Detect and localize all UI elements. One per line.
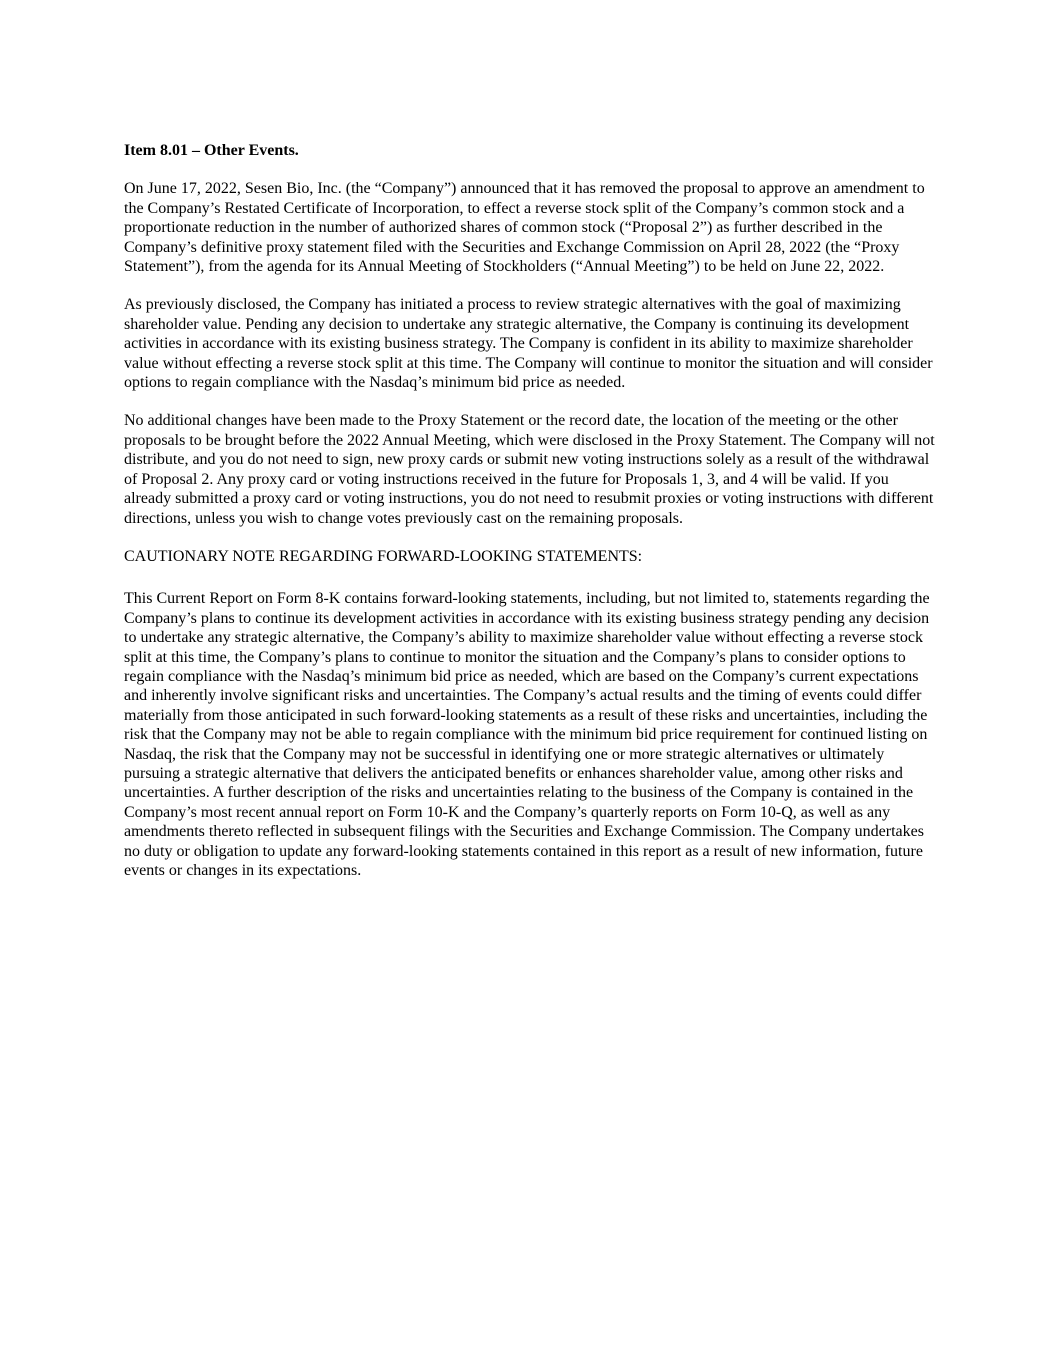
document-page <box>124 141 936 899</box>
paragraph-proxy-changes: No additional changes have been made to the Proxy Statement or the record date, the location of the meeting or the other proposals to be brought before the 2022 Annual Meeting, which were disclosed in the Proxy Statement. The Company will not distribute, and you do not need to sign, new proxy cards or submit new voting instructions solely as a result of the withdrawal of Proposal 2. Any proxy card or voting instructions received in the future for Proposals 1, 3, and 4 will be valid. If you already submitted a proxy card or voting instructions, you do not need to resubmit proxies or voting instructions with different directions, unless you wish to change votes previously cast on the remaining proposals. <box>124 412 935 527</box>
section-heading: Item 8.01 – Other Events. <box>124 142 299 159</box>
paragraph-strategic-alternatives: As previously disclosed, the Company has initiated a process to review strategic alternatives with the goal of maximizing shareholder value. Pending any decision to undertake any strategic alternative, the Company is continuing its development activities in accordance with its existing business strategy. The Company is confident in its ability to maximize shareholder value without effecting a reverse stock split at this time. The Company will continue to monitor the situation and will consider options to regain compliance with the Nasdaq’s minimum bid price as needed. <box>124 296 933 392</box>
cautionary-heading: CAUTIONARY NOTE REGARDING FORWARD-LOOKING STATEMENTS: <box>124 547 643 565</box>
paragraph-announcement: On June 17, 2022, Sesen Bio, Inc. (the “Company”) announced that it has removed the proposal to approve an amendment to the Company’s Restated Certificate of Incorporation, to effect a reverse stock split of the Company’s common stock and a proportionate reduction in the number of authorized shares of common stock (“Proposal 2”) as further described in the Company’s definitive proxy statement filed with the Securities and Exchange Commission on April 28, 2022 (the “Proxy Statement”), from the agenda for its Annual Meeting of Stockholders (“Annual Meeting”) to be held on June 22, 2022. <box>124 180 925 276</box>
cautionary-paragraph: This Current Report on Form 8-K contains forward-looking statements, including, but not limited to, statements regarding the Company’s plans to continue its development activities in accordance with its existing business strategy pending any decision to undertake any strategic alternative, the Company’s ability to maximize shareholder value without effecting a reverse stock split at this time, the Company’s plans to continue to monitor the situation and the Company’s plans to consider options to regain compliance with the Nasdaq’s minimum bid price as needed, which are based on the Company’s current expectations and inherently involve significant risks and uncertainties. The Company’s actual results and the timing of events could differ materially from those anticipated in such forward-looking statements as a result of these risks and uncertainties, including the risk that the Company may not be able to regain compliance with the minimum bid price requirement for continued listing on Nasdaq, the risk that the Company may not be successful in identifying one or more strategic alternatives or ultimately pursuing a strategic alternative that delivers the anticipated benefits or enhances shareholder value, among other risks and uncertainties. A further description of the risks and uncertainties relating to the business of the Company is contained in the Company’s most recent annual report on Form 10-K and the Company’s quarterly reports on Form 10-Q, as well as any amendments thereto reflected in subsequent filings with the Securities and Exchange Commission. The Company undertakes no duty or obligation to update any forward-looking statements contained in this report as a result of new information, future events or changes in its expectations. <box>124 590 930 879</box>
